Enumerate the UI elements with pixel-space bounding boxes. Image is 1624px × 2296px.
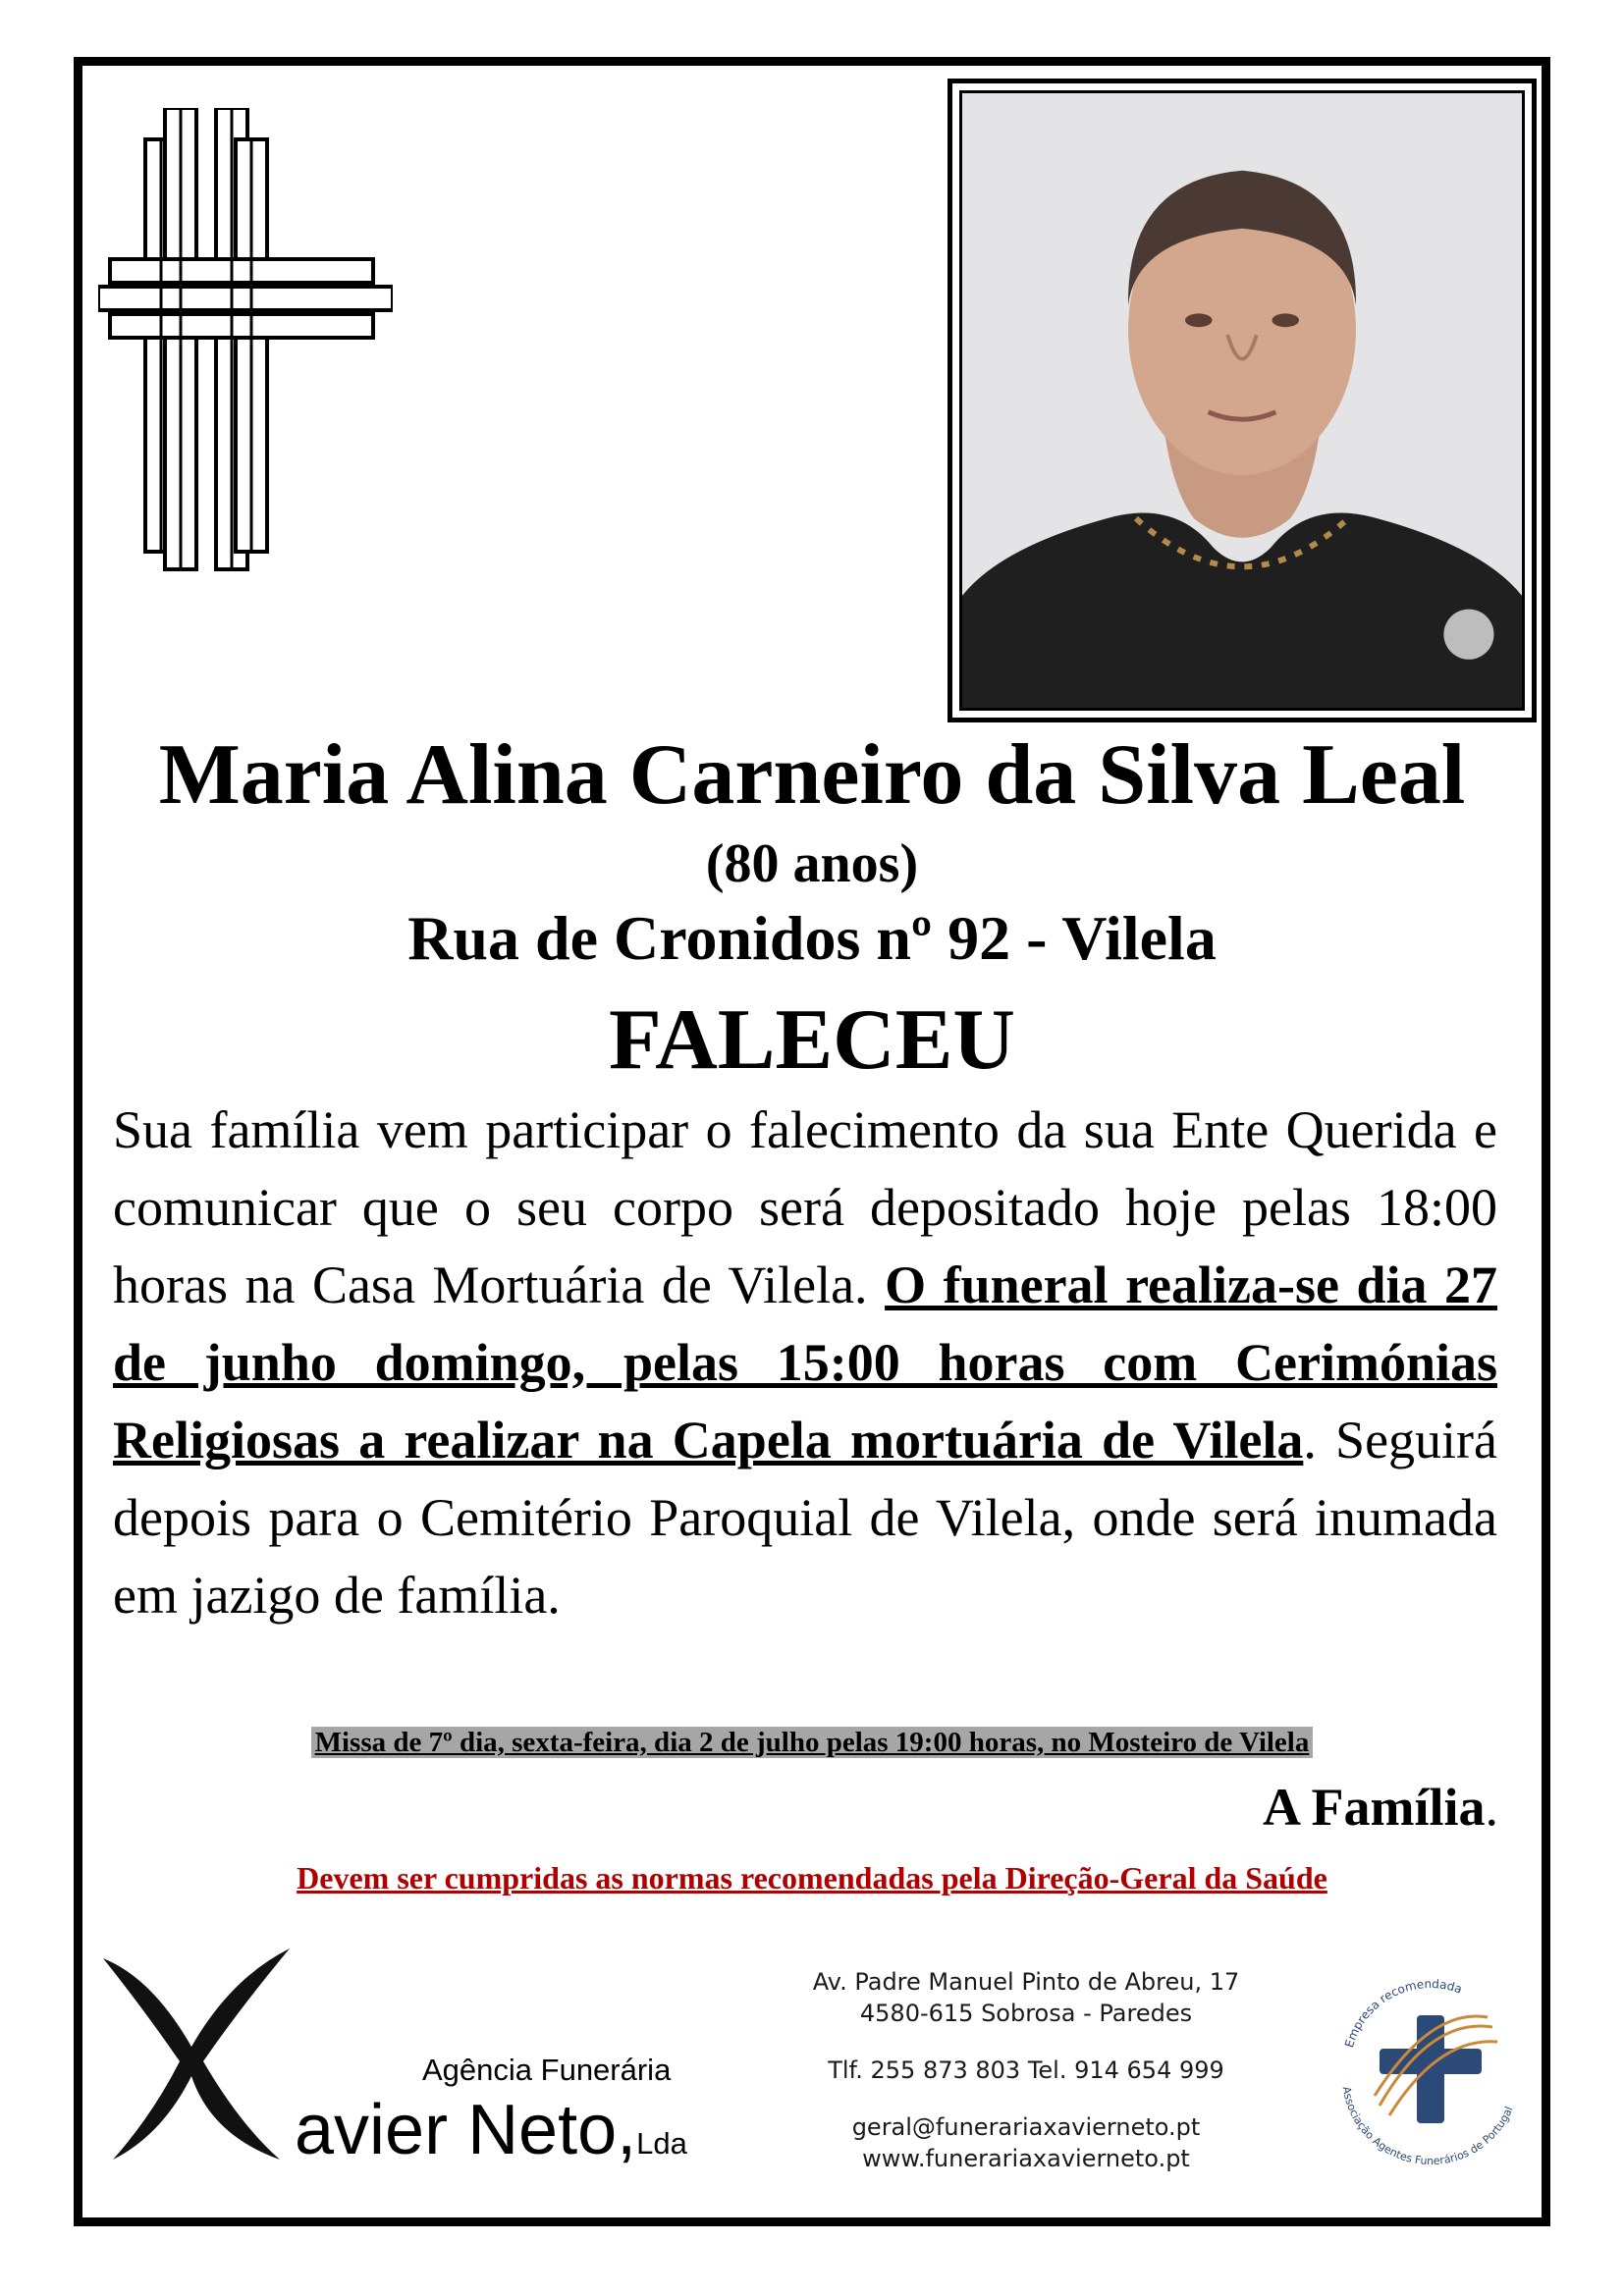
headline: FALECEU [609,992,1015,1088]
mass-notice [98,1724,1526,1761]
portrait-photo [959,90,1525,711]
deceased-age: (80 anos) [705,833,919,894]
agency-website: www.funerariaxavierneto.pt [862,2145,1190,2172]
association-top-text: Empresa recomendada [1341,1976,1465,2050]
agency-suffix: Lda [636,2126,687,2161]
family-signature-text: A Família [1263,1778,1486,1837]
agency-name [295,2089,687,2185]
announcement-text [113,1092,1497,1634]
announcement-part-2: . Seguirá depois para o Cemitério Paroquial de Vilela, onde será inumada em jazigo de família. [113,1411,1498,1625]
association-seal-icon [1321,1958,1542,2179]
funeral-details: O funeral realiza-se dia 27 de junho domingo, pelas 15:00 horas com Cerimónias Religiosas a realizar na Capela mortuária de Vilela [113,1255,1498,1469]
agency-email: geral@funerariaxavierneto.pt [851,2113,1201,2141]
agency-address-line-1: Av. Padre Manuel Pinto de Abreu, 17 [812,1968,1240,1996]
agency-address-line-2: 4580-615 Sobrosa - Paredes [859,2000,1193,2027]
family-signature-period: . [1485,1778,1498,1837]
agency-logo-x-icon [93,1939,299,2164]
health-norms-notice: Devem ser cumpridas as normas recomendadas pela Direção-Geral da Saúde [297,1860,1327,1896]
agency-contact [766,1966,1286,2174]
agency-label: Agência Funerária [422,2053,672,2087]
cross-icon [98,108,393,687]
association-bottom-text: Associação Agentes Funerários de Portugal [1339,2085,1516,2168]
agency-name-text: avier Neto, [295,2091,637,2169]
svg-text:Empresa recomendada [1342,1977,1464,2050]
mass-notice-text: Missa de 7º dia, sexta-feira, dia 2 de julho pelas 19:00 horas, no Mosteiro de Vilela [311,1727,1314,1758]
deceased-name: Maria Alina Carneiro da Silva Leal [158,727,1466,823]
agency-phones: Tlf. 255 873 803 Tel. 914 654 999 [828,2056,1224,2084]
deceased-address: Rua de Cronidos nº 92 - Vilela [407,903,1217,973]
announcement-part-1: Sua família vem participar o falecimento da sua Ente Querida e comunicar que o seu corpo será depositado hoje pelas 18:00 horas na Casa Mortuária de Vilela. [113,1100,1497,1314]
portrait-frame [947,79,1537,722]
family-signature [1263,1773,1498,1842]
